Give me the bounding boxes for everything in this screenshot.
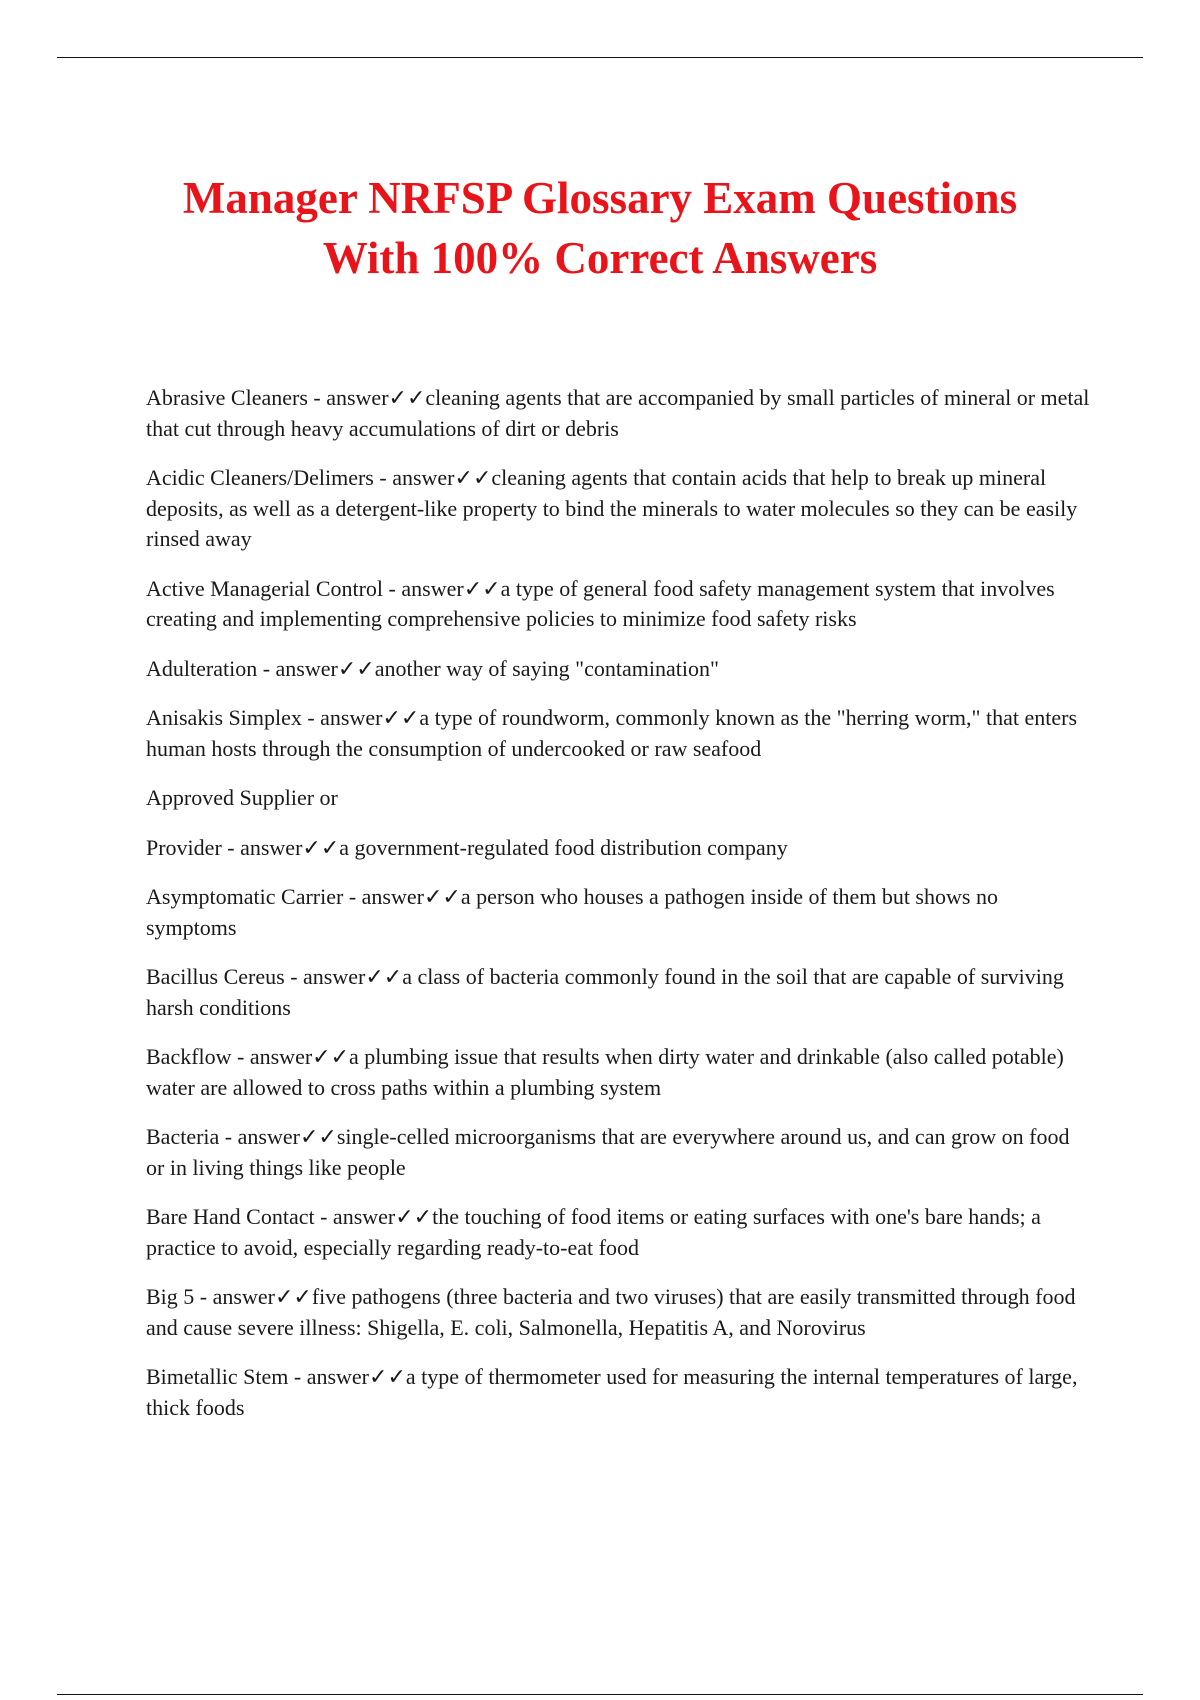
checkmark-icon: ✓✓ — [463, 575, 501, 601]
entry-term: Adulteration — [146, 655, 258, 681]
glossary-entry — [146, 1362, 1091, 1423]
entry-definition: a type of thermometer used for measuring the internal temperatures of large, thick foods — [146, 1364, 1078, 1420]
entry-term: Bacteria — [146, 1124, 220, 1149]
entry-term: Abrasive Cleaners — [146, 385, 308, 410]
glossary-entry — [146, 703, 1091, 764]
entry-separator: - answer — [307, 385, 389, 410]
entry-separator: - answer — [231, 1044, 313, 1069]
glossary-entry — [146, 882, 1091, 943]
entry-separator: - answer — [383, 575, 464, 601]
entry-term: Bare Hand Contact — [146, 1204, 315, 1229]
checkmark-icon: ✓✓ — [299, 1124, 337, 1149]
glossary-entry — [146, 1282, 1091, 1343]
entry-definition: a type of roundworm, commonly known as the "herring worm," that enters human hosts through the consumption of undercooked or raw seafood — [146, 705, 1078, 761]
document-title — [100, 168, 1100, 288]
entry-separator: - answer — [301, 705, 383, 730]
top-rule — [57, 57, 1143, 58]
glossary-entry — [146, 1122, 1091, 1183]
entry-term: Approved Supplier or — [146, 785, 338, 810]
title-line-2: With 100% Correct Answers — [322, 233, 878, 283]
entry-separator: - answer — [221, 834, 303, 860]
checkmark-icon: ✓✓ — [369, 1364, 406, 1389]
checkmark-icon: ✓✓ — [302, 834, 340, 860]
glossary-entry — [146, 1042, 1091, 1103]
glossary-entry — [146, 574, 1091, 635]
entry-term: Anisakis Simplex — [146, 705, 302, 730]
entry-separator: - answer — [284, 964, 366, 989]
entry-separator: - answer — [343, 884, 424, 909]
glossary-entry — [146, 962, 1091, 1023]
entry-term: Acidic Cleaners/Delimers — [146, 465, 374, 490]
entry-separator: - answer — [219, 1124, 300, 1149]
entry-separator: - answer — [373, 465, 455, 490]
entry-separator: - answer — [194, 1284, 275, 1309]
entry-definition: single-celled microorganisms that are everywhere around us, and can grow on food or in living things like people — [146, 1124, 1070, 1180]
checkmark-icon: ✓✓ — [395, 1204, 433, 1229]
entry-definition: another way of saying "contamination" — [374, 655, 719, 681]
checkmark-icon: ✓✓ — [388, 385, 426, 410]
checkmark-icon: ✓✓ — [274, 1284, 312, 1309]
glossary-entry — [146, 1202, 1091, 1263]
glossary-list — [146, 383, 1091, 1442]
checkmark-icon: ✓✓ — [337, 655, 375, 681]
entry-definition: a type of general food safety management system that involves creating and implementing comprehensive policies to minimize food safety risks — [146, 575, 1055, 631]
entry-term: Backflow — [146, 1044, 232, 1069]
glossary-entry-heading — [146, 783, 1091, 814]
bottom-rule — [57, 1694, 1143, 1695]
checkmark-icon: ✓✓ — [423, 884, 461, 909]
entry-term: Asymptomatic Carrier — [146, 884, 344, 909]
checkmark-icon: ✓✓ — [365, 964, 403, 989]
entry-definition: a government-regulated food distribution company — [339, 834, 788, 860]
glossary-entry — [146, 463, 1091, 555]
entry-definition: cleaning agents that contain acids that help to break up mineral deposits, as well as a detergent-like property to bind the minerals to water molecules so they can be easily rinsed away — [146, 465, 1078, 551]
glossary-entry — [146, 654, 1091, 685]
glossary-entry — [146, 383, 1091, 444]
entry-definition: a plumbing issue that results when dirty water and drinkable (also called potable) water are allowed to cross paths within a plumbing system — [146, 1044, 1064, 1100]
glossary-entry — [146, 833, 1091, 864]
checkmark-icon: ✓✓ — [454, 465, 492, 490]
title-line-1: Manager NRFSP Glossary Exam Questions — [182, 173, 1018, 223]
checkmark-icon: ✓✓ — [312, 1044, 350, 1069]
entry-term: Big 5 — [146, 1284, 195, 1309]
entry-term: Bacillus Cereus — [146, 964, 285, 989]
entry-definition: the touching of food items or eating surfaces with one's bare hands; a practice to avoid, especially regarding ready-to-eat food — [146, 1204, 1041, 1260]
entry-term: Active Managerial Control — [146, 575, 384, 601]
entry-separator: - answer — [257, 655, 338, 681]
entry-separator: - answer — [314, 1204, 396, 1229]
entry-definition: a class of bacteria commonly found in the soil that are capable of surviving harsh conditions — [146, 964, 1064, 1020]
entry-term: Provider — [146, 834, 222, 860]
entry-separator: - answer — [288, 1364, 370, 1389]
entry-definition: a person who houses a pathogen inside of them but shows no symptoms — [146, 884, 998, 940]
entry-definition: five pathogens (three bacteria and two viruses) that are easily transmitted through food and cause severe illness: Shigella, E. coli, Salmonella, Hepatitis A, and Norovirus — [146, 1284, 1076, 1340]
entry-term: Bimetallic Stem — [146, 1364, 289, 1389]
checkmark-icon: ✓✓ — [382, 705, 420, 730]
entry-definition: cleaning agents that are accompanied by small particles of mineral or metal that cut through heavy accumulations of dirt or debris — [146, 385, 1090, 441]
